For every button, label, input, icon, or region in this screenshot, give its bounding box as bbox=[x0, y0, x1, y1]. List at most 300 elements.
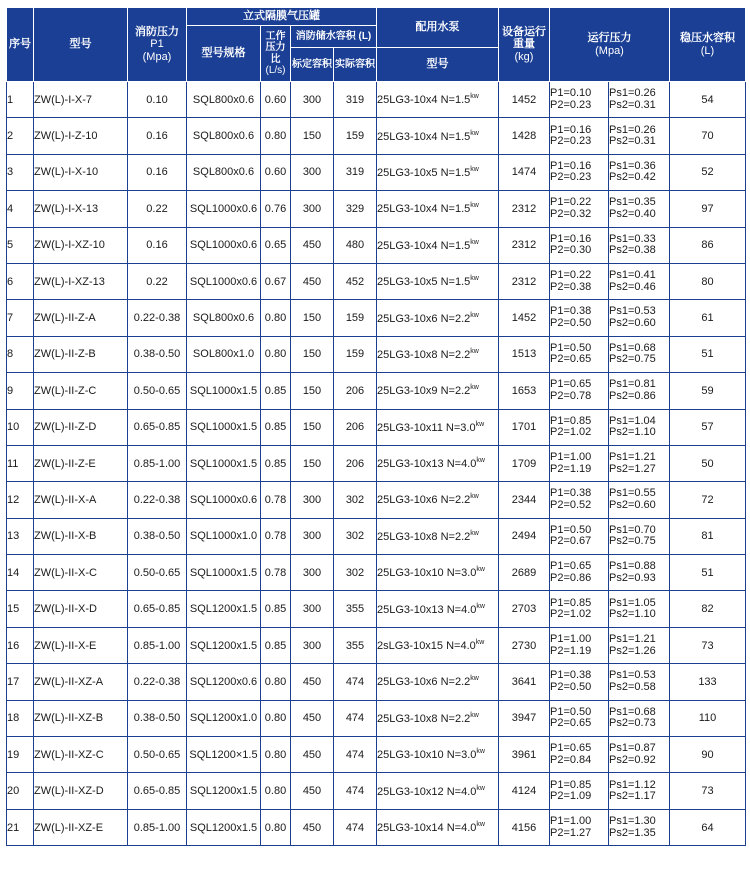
pump-power-unit: kw bbox=[470, 529, 479, 537]
p1-value: P1=0.16 bbox=[550, 232, 592, 245]
cell-p-values bbox=[550, 336, 609, 372]
cell-index: 12 bbox=[7, 482, 34, 518]
table-row bbox=[7, 555, 746, 591]
pump-model-text: 25LG3-10x13 N=4.0 bbox=[377, 603, 477, 616]
cell-stable-volume: 52 bbox=[670, 154, 746, 190]
table-row bbox=[7, 227, 746, 263]
cell-pump-model bbox=[377, 518, 499, 554]
cell-model: ZW(L)-II-XZ-B bbox=[34, 700, 128, 736]
pump-power-unit: kw bbox=[470, 165, 479, 173]
cell-p-values bbox=[550, 700, 609, 736]
cell-ps-values bbox=[609, 809, 670, 845]
p2-value: P2=0.30 bbox=[550, 244, 592, 257]
ps1-value: Ps1=0.41 bbox=[609, 269, 656, 282]
cell-rated-volume: 150 bbox=[291, 373, 334, 409]
cell-actual-volume: 206 bbox=[334, 409, 377, 445]
cell-pump-model bbox=[377, 591, 499, 627]
pump-model-text: 2sLG3-10x15 N=4.0 bbox=[377, 640, 476, 653]
ps1-value: Ps1=0.53 bbox=[609, 669, 656, 682]
cell-tank-spec: SQL1000x0.6 bbox=[187, 191, 261, 227]
p2-value: P2=0.38 bbox=[550, 280, 592, 293]
cell-model: ZW(L)-II-Z-D bbox=[34, 409, 128, 445]
cell-tank-spec: SQL1000x1.5 bbox=[187, 373, 261, 409]
pump-model-text: 25LG3-10x8 N=2.2 bbox=[377, 530, 471, 543]
ps1-value: Ps1=1.04 bbox=[609, 414, 656, 427]
cell-index: 19 bbox=[7, 737, 34, 773]
cell-p-values bbox=[550, 591, 609, 627]
table-row bbox=[7, 300, 746, 336]
cell-actual-volume: 159 bbox=[334, 336, 377, 372]
pump-power-unit: kw bbox=[470, 347, 479, 355]
cell-actual-volume: 319 bbox=[334, 154, 377, 190]
cell-rated-volume: 150 bbox=[291, 409, 334, 445]
ps2-value: Ps2=0.58 bbox=[609, 680, 656, 693]
cell-actual-volume: 474 bbox=[334, 700, 377, 736]
cell-ps-values bbox=[609, 263, 670, 299]
cell-rated-volume: 450 bbox=[291, 664, 334, 700]
cell-ps-values bbox=[609, 191, 670, 227]
ps1-value: Ps1=0.70 bbox=[609, 523, 656, 536]
cell-p-values bbox=[550, 154, 609, 190]
cell-stable-volume: 97 bbox=[670, 191, 746, 227]
cell-index: 1 bbox=[7, 82, 34, 118]
pump-power-unit: kw bbox=[470, 384, 479, 392]
ps1-value: Ps1=0.33 bbox=[609, 232, 656, 245]
cell-weight: 4156 bbox=[499, 809, 550, 845]
ps1-value: Ps1=1.21 bbox=[609, 451, 656, 464]
header-weight: 设备运行重量 (kg) bbox=[499, 8, 550, 82]
cell-model: ZW(L)-I-X-7 bbox=[34, 82, 128, 118]
cell-actual-volume: 329 bbox=[334, 191, 377, 227]
cell-tank-spec: SQL800x0.6 bbox=[187, 300, 261, 336]
p2-value: P2=0.86 bbox=[550, 571, 592, 584]
ps2-value: Ps2=0.86 bbox=[609, 389, 656, 402]
table-row bbox=[7, 82, 746, 118]
cell-weight: 2344 bbox=[499, 482, 550, 518]
cell-rated-volume: 450 bbox=[291, 773, 334, 809]
cell-work-ratio: 0.85 bbox=[261, 445, 291, 481]
p1-value: P1=0.38 bbox=[550, 305, 592, 318]
cell-fire-pressure: 0.38-0.50 bbox=[128, 518, 187, 554]
p1-value: P1=0.10 bbox=[550, 87, 592, 100]
cell-rated-volume: 450 bbox=[291, 227, 334, 263]
cell-actual-volume: 319 bbox=[334, 82, 377, 118]
cell-pump-model bbox=[377, 409, 499, 445]
cell-weight: 1474 bbox=[499, 154, 550, 190]
ps1-value: Ps1=0.26 bbox=[609, 123, 656, 136]
p2-value: P2=1.09 bbox=[550, 790, 592, 803]
cell-rated-volume: 450 bbox=[291, 737, 334, 773]
pump-power-unit: kw bbox=[470, 202, 479, 210]
cell-index: 8 bbox=[7, 336, 34, 372]
cell-ps-values bbox=[609, 737, 670, 773]
p2-value: P2=0.23 bbox=[550, 171, 592, 184]
p1-value: P1=0.38 bbox=[550, 669, 592, 682]
cell-fire-pressure: 0.22 bbox=[128, 263, 187, 299]
cell-weight: 2730 bbox=[499, 627, 550, 663]
cell-fire-pressure: 0.65-0.85 bbox=[128, 409, 187, 445]
table-row bbox=[7, 445, 746, 481]
p1-value: P1=0.65 bbox=[550, 560, 592, 573]
ps1-value: Ps1=1.21 bbox=[609, 633, 656, 645]
cell-stable-volume: 70 bbox=[670, 118, 746, 154]
cell-stable-volume: 86 bbox=[670, 227, 746, 263]
cell-p-values bbox=[550, 373, 609, 409]
cell-ps-values bbox=[609, 227, 670, 263]
cell-ps-values bbox=[609, 700, 670, 736]
cell-tank-spec: SQL1200×1.5 bbox=[187, 737, 261, 773]
cell-ps-values bbox=[609, 591, 670, 627]
cell-stable-volume: 50 bbox=[670, 445, 746, 481]
cell-tank-spec: SQL1200x1.5 bbox=[187, 773, 261, 809]
pump-model-text: 25LG3-10x11 N=3.0 bbox=[377, 421, 476, 434]
cell-p-values bbox=[550, 518, 609, 554]
cell-index: 20 bbox=[7, 773, 34, 809]
cell-weight: 1709 bbox=[499, 445, 550, 481]
cell-p-values bbox=[550, 300, 609, 336]
pump-model-text: 25LG3-10x14 N=4.0 bbox=[377, 822, 477, 834]
cell-index: 18 bbox=[7, 700, 34, 736]
cell-stable-volume: 82 bbox=[670, 591, 746, 627]
p2-value: P2=0.65 bbox=[550, 353, 592, 366]
pump-model-text: 25LG3-10x4 N=1.5 bbox=[377, 203, 471, 216]
cell-index: 4 bbox=[7, 191, 34, 227]
cell-fire-pressure: 0.16 bbox=[128, 227, 187, 263]
cell-rated-volume: 300 bbox=[291, 82, 334, 118]
cell-model: ZW(L)-II-Z-E bbox=[34, 445, 128, 481]
cell-rated-volume: 300 bbox=[291, 154, 334, 190]
cell-rated-volume: 150 bbox=[291, 118, 334, 154]
cell-pump-model bbox=[377, 627, 499, 663]
ps2-value: Ps2=0.93 bbox=[609, 571, 656, 584]
cell-tank-spec: SQL800x0.6 bbox=[187, 82, 261, 118]
cell-ps-values bbox=[609, 518, 670, 554]
pump-power-unit: kw bbox=[470, 275, 479, 283]
cell-fire-pressure: 0.22-0.38 bbox=[128, 300, 187, 336]
cell-actual-volume: 355 bbox=[334, 591, 377, 627]
cell-p-values bbox=[550, 227, 609, 263]
p1-value: P1=0.85 bbox=[550, 414, 592, 427]
cell-index: 6 bbox=[7, 263, 34, 299]
p1-value: P1=0.16 bbox=[550, 123, 592, 136]
cell-pump-model bbox=[377, 664, 499, 700]
ps1-value: Ps1=0.53 bbox=[609, 305, 656, 318]
cell-model: ZW(L)-II-X-D bbox=[34, 591, 128, 627]
ps2-value: Ps2=0.60 bbox=[609, 317, 656, 330]
equipment-spec-table bbox=[6, 7, 746, 846]
cell-tank-spec: SQL1000x0.6 bbox=[187, 227, 261, 263]
cell-model: ZW(L)-II-Z-C bbox=[34, 373, 128, 409]
cell-p-values bbox=[550, 773, 609, 809]
p1-value: P1=1.00 bbox=[550, 633, 592, 645]
cell-fire-pressure: 0.22-0.38 bbox=[128, 664, 187, 700]
pump-power-unit: kw bbox=[470, 311, 479, 319]
cell-weight: 1452 bbox=[499, 82, 550, 118]
ps1-value: Ps1=1.05 bbox=[609, 596, 656, 609]
ps2-value: Ps2=0.31 bbox=[609, 135, 656, 148]
p2-value: P2=1.19 bbox=[550, 462, 592, 475]
cell-ps-values bbox=[609, 409, 670, 445]
cell-tank-spec: SOL800x1.0 bbox=[187, 336, 261, 372]
ps2-value: Ps2=0.92 bbox=[609, 753, 656, 766]
cell-p-values bbox=[550, 409, 609, 445]
ps2-value: Ps2=1.10 bbox=[609, 426, 656, 439]
cell-ps-values bbox=[609, 445, 670, 481]
cell-stable-volume: 73 bbox=[670, 773, 746, 809]
cell-rated-volume: 150 bbox=[291, 300, 334, 336]
cell-index: 14 bbox=[7, 555, 34, 591]
cell-rated-volume: 300 bbox=[291, 555, 334, 591]
cell-pump-model bbox=[377, 809, 499, 845]
cell-index: 21 bbox=[7, 809, 34, 845]
ps2-value: Ps2=0.42 bbox=[609, 171, 656, 184]
ps2-value: Ps2=0.46 bbox=[609, 280, 656, 293]
p2-value: P2=1.19 bbox=[550, 644, 592, 657]
p2-value: P2=1.02 bbox=[550, 608, 592, 621]
pump-model-text: 25LG3-10x10 N=3.0 bbox=[377, 749, 477, 762]
cell-stable-volume: 133 bbox=[670, 664, 746, 700]
cell-work-ratio: 0.78 bbox=[261, 555, 291, 591]
pump-model-text: 25LG3-10x5 N=1.5 bbox=[377, 276, 471, 289]
cell-model: ZW(L)-I-Z-10 bbox=[34, 118, 128, 154]
cell-model: ZW(L)-II-XZ-A bbox=[34, 664, 128, 700]
cell-weight: 3947 bbox=[499, 700, 550, 736]
pump-model-text: 25LG3-10x6 N=2.2 bbox=[377, 312, 471, 325]
table-row bbox=[7, 700, 746, 736]
table-row bbox=[7, 118, 746, 154]
cell-rated-volume: 300 bbox=[291, 591, 334, 627]
cell-actual-volume: 302 bbox=[334, 482, 377, 518]
cell-index: 13 bbox=[7, 518, 34, 554]
p2-value: P2=0.32 bbox=[550, 207, 592, 220]
p1-value: P1=0.22 bbox=[550, 196, 592, 209]
cell-p-values bbox=[550, 191, 609, 227]
pump-model-text: 25LG3-10x12 N=4.0 bbox=[377, 785, 477, 798]
cell-work-ratio: 0.76 bbox=[261, 191, 291, 227]
cell-index: 17 bbox=[7, 664, 34, 700]
cell-work-ratio: 0.65 bbox=[261, 227, 291, 263]
cell-fire-pressure: 0.16 bbox=[128, 154, 187, 190]
ps2-value: Ps2=1.35 bbox=[609, 826, 656, 839]
cell-work-ratio: 0.78 bbox=[261, 482, 291, 518]
cell-weight: 1653 bbox=[499, 373, 550, 409]
cell-model: ZW(L)-II-X-C bbox=[34, 555, 128, 591]
cell-rated-volume: 450 bbox=[291, 263, 334, 299]
cell-stable-volume: 57 bbox=[670, 409, 746, 445]
cell-work-ratio: 0.80 bbox=[261, 773, 291, 809]
cell-pump-model bbox=[377, 300, 499, 336]
p2-value: P2=1.27 bbox=[550, 826, 592, 839]
cell-pump-model bbox=[377, 154, 499, 190]
cell-fire-pressure: 0.65-0.85 bbox=[128, 773, 187, 809]
ps1-value: Ps1=0.88 bbox=[609, 560, 656, 573]
pump-power-unit: kw bbox=[470, 675, 479, 683]
cell-actual-volume: 206 bbox=[334, 373, 377, 409]
cell-ps-values bbox=[609, 82, 670, 118]
cell-work-ratio: 0.80 bbox=[261, 118, 291, 154]
cell-work-ratio: 0.80 bbox=[261, 300, 291, 336]
cell-tank-spec: SQL1200x0.6 bbox=[187, 664, 261, 700]
cell-tank-spec: SQL1200x1.5 bbox=[187, 591, 261, 627]
header-fire-storage: 消防储水容积 (L) bbox=[291, 26, 377, 48]
pump-power-unit: kw bbox=[476, 748, 485, 756]
pump-power-unit: kw bbox=[476, 602, 485, 610]
pump-model-text: 25LG3-10x8 N=2.2 bbox=[377, 712, 471, 725]
cell-model: ZW(L)-II-X-A bbox=[34, 482, 128, 518]
cell-work-ratio: 0.78 bbox=[261, 518, 291, 554]
table-row bbox=[7, 737, 746, 773]
cell-weight: 3641 bbox=[499, 664, 550, 700]
cell-tank-spec: SQL1200x1.5 bbox=[187, 809, 261, 845]
ps2-value: Ps2=1.26 bbox=[609, 644, 656, 657]
cell-stable-volume: 110 bbox=[670, 700, 746, 736]
ps1-value: Ps1=0.68 bbox=[609, 341, 656, 354]
pump-model-text: 25LG3-10x4 N=1.5 bbox=[377, 130, 471, 143]
cell-weight: 1452 bbox=[499, 300, 550, 336]
pump-power-unit: kw bbox=[475, 420, 485, 428]
p2-value: P2=0.78 bbox=[550, 389, 592, 402]
cell-tank-spec: SQL1000x1.5 bbox=[187, 409, 261, 445]
cell-tank-spec: SQL800x0.6 bbox=[187, 154, 261, 190]
header-work-ratio: 工作压力比 (L/s) bbox=[261, 26, 291, 82]
pump-power-unit: kw bbox=[476, 566, 485, 574]
cell-pump-model bbox=[377, 445, 499, 481]
p1-value: P1=0.22 bbox=[550, 269, 592, 282]
cell-weight: 3961 bbox=[499, 737, 550, 773]
p1-value: P1=0.65 bbox=[550, 378, 592, 391]
cell-stable-volume: 81 bbox=[670, 518, 746, 554]
header-pump-group: 配用水泵 bbox=[377, 8, 499, 48]
cell-stable-volume: 64 bbox=[670, 809, 746, 845]
cell-p-values bbox=[550, 263, 609, 299]
pump-model-text: 25LG3-10x9 N=2.2 bbox=[377, 385, 471, 398]
cell-tank-spec: SQL1000x0.6 bbox=[187, 263, 261, 299]
ps2-value: Ps2=0.73 bbox=[609, 717, 656, 730]
cell-rated-volume: 450 bbox=[291, 700, 334, 736]
cell-pump-model bbox=[377, 555, 499, 591]
cell-fire-pressure: 0.16 bbox=[128, 118, 187, 154]
cell-actual-volume: 302 bbox=[334, 555, 377, 591]
ps1-value: Ps1=0.87 bbox=[609, 742, 656, 755]
cell-p-values bbox=[550, 482, 609, 518]
cell-actual-volume: 302 bbox=[334, 518, 377, 554]
pump-power-unit: kw bbox=[476, 821, 485, 828]
cell-model: ZW(L)-II-XZ-C bbox=[34, 737, 128, 773]
cell-pump-model bbox=[377, 700, 499, 736]
cell-fire-pressure: 0.22-0.38 bbox=[128, 482, 187, 518]
table-row bbox=[7, 591, 746, 627]
cell-rated-volume: 450 bbox=[291, 809, 334, 845]
p2-value: P2=0.50 bbox=[550, 680, 592, 693]
cell-model: ZW(L)-I-XZ-10 bbox=[34, 227, 128, 263]
cell-fire-pressure: 0.38-0.50 bbox=[128, 700, 187, 736]
cell-stable-volume: 80 bbox=[670, 263, 746, 299]
cell-fire-pressure: 0.85-1.00 bbox=[128, 809, 187, 845]
table-row bbox=[7, 409, 746, 445]
cell-stable-volume: 51 bbox=[670, 555, 746, 591]
cell-fire-pressure: 0.85-1.00 bbox=[128, 445, 187, 481]
cell-p-values bbox=[550, 82, 609, 118]
cell-model: ZW(L)-I-X-10 bbox=[34, 154, 128, 190]
cell-p-values bbox=[550, 809, 609, 845]
ps1-value: Ps1=1.12 bbox=[609, 778, 656, 791]
table-row bbox=[7, 336, 746, 372]
cell-actual-volume: 474 bbox=[334, 737, 377, 773]
cell-pump-model bbox=[377, 773, 499, 809]
cell-work-ratio: 0.80 bbox=[261, 700, 291, 736]
cell-ps-values bbox=[609, 336, 670, 372]
pump-power-unit: kw bbox=[470, 93, 479, 101]
cell-ps-values bbox=[609, 555, 670, 591]
header-fire-pressure: 消防压力 P1 (Mpa) bbox=[128, 8, 187, 82]
cell-stable-volume: 73 bbox=[670, 627, 746, 663]
p1-value: P1=0.85 bbox=[550, 596, 592, 609]
pump-model-text: 25LG3-10x4 N=1.5 bbox=[377, 239, 471, 252]
table-row bbox=[7, 773, 746, 809]
cell-index: 16 bbox=[7, 627, 34, 663]
p2-value: P2=0.65 bbox=[550, 717, 592, 730]
pump-model-text: 25LG3-10x8 N=2.2 bbox=[377, 348, 471, 361]
ps1-value: Ps1=0.55 bbox=[609, 487, 656, 500]
table-row bbox=[7, 664, 746, 700]
table-body bbox=[7, 82, 746, 846]
cell-actual-volume: 159 bbox=[334, 300, 377, 336]
pump-model-text: 25LG3-10x6 N=2.2 bbox=[377, 494, 471, 507]
cell-ps-values bbox=[609, 773, 670, 809]
cell-actual-volume: 480 bbox=[334, 227, 377, 263]
cell-ps-values bbox=[609, 664, 670, 700]
pump-power-unit: kw bbox=[470, 493, 479, 501]
header-index: 序号 bbox=[7, 8, 34, 82]
cell-work-ratio: 0.85 bbox=[261, 591, 291, 627]
cell-work-ratio: 0.67 bbox=[261, 263, 291, 299]
cell-p-values bbox=[550, 627, 609, 663]
cell-weight: 4124 bbox=[499, 773, 550, 809]
ps1-value: Ps1=0.35 bbox=[609, 196, 656, 209]
cell-index: 9 bbox=[7, 373, 34, 409]
pump-power-unit: kw bbox=[470, 711, 479, 719]
cell-weight: 2312 bbox=[499, 227, 550, 263]
cell-model: ZW(L)-II-XZ-D bbox=[34, 773, 128, 809]
table-row bbox=[7, 154, 746, 190]
cell-model: ZW(L)-II-Z-B bbox=[34, 336, 128, 372]
cell-work-ratio: 0.80 bbox=[261, 336, 291, 372]
table-row bbox=[7, 809, 746, 845]
pump-power-unit: kw bbox=[476, 457, 485, 465]
cell-pump-model bbox=[377, 263, 499, 299]
cell-actual-volume: 159 bbox=[334, 118, 377, 154]
header-actual-volume: 实际容积 bbox=[334, 48, 377, 82]
p2-value: P2=0.52 bbox=[550, 498, 592, 511]
p1-value: P1=0.50 bbox=[550, 705, 592, 718]
cell-model: ZW(L)-I-XZ-13 bbox=[34, 263, 128, 299]
cell-rated-volume: 300 bbox=[291, 627, 334, 663]
cell-fire-pressure: 0.50-0.65 bbox=[128, 555, 187, 591]
cell-index: 10 bbox=[7, 409, 34, 445]
cell-weight: 2703 bbox=[499, 591, 550, 627]
p2-value: P2=0.84 bbox=[550, 753, 592, 766]
cell-rated-volume: 300 bbox=[291, 482, 334, 518]
cell-rated-volume: 150 bbox=[291, 336, 334, 372]
ps2-value: Ps2=1.17 bbox=[609, 790, 656, 803]
cell-actual-volume: 206 bbox=[334, 445, 377, 481]
table-row bbox=[7, 191, 746, 227]
cell-ps-values bbox=[609, 373, 670, 409]
header-pump-model: 型号 bbox=[377, 48, 499, 82]
cell-weight: 2494 bbox=[499, 518, 550, 554]
ps1-value: Ps1=0.81 bbox=[609, 378, 656, 391]
pump-power-unit: kw bbox=[470, 129, 479, 137]
